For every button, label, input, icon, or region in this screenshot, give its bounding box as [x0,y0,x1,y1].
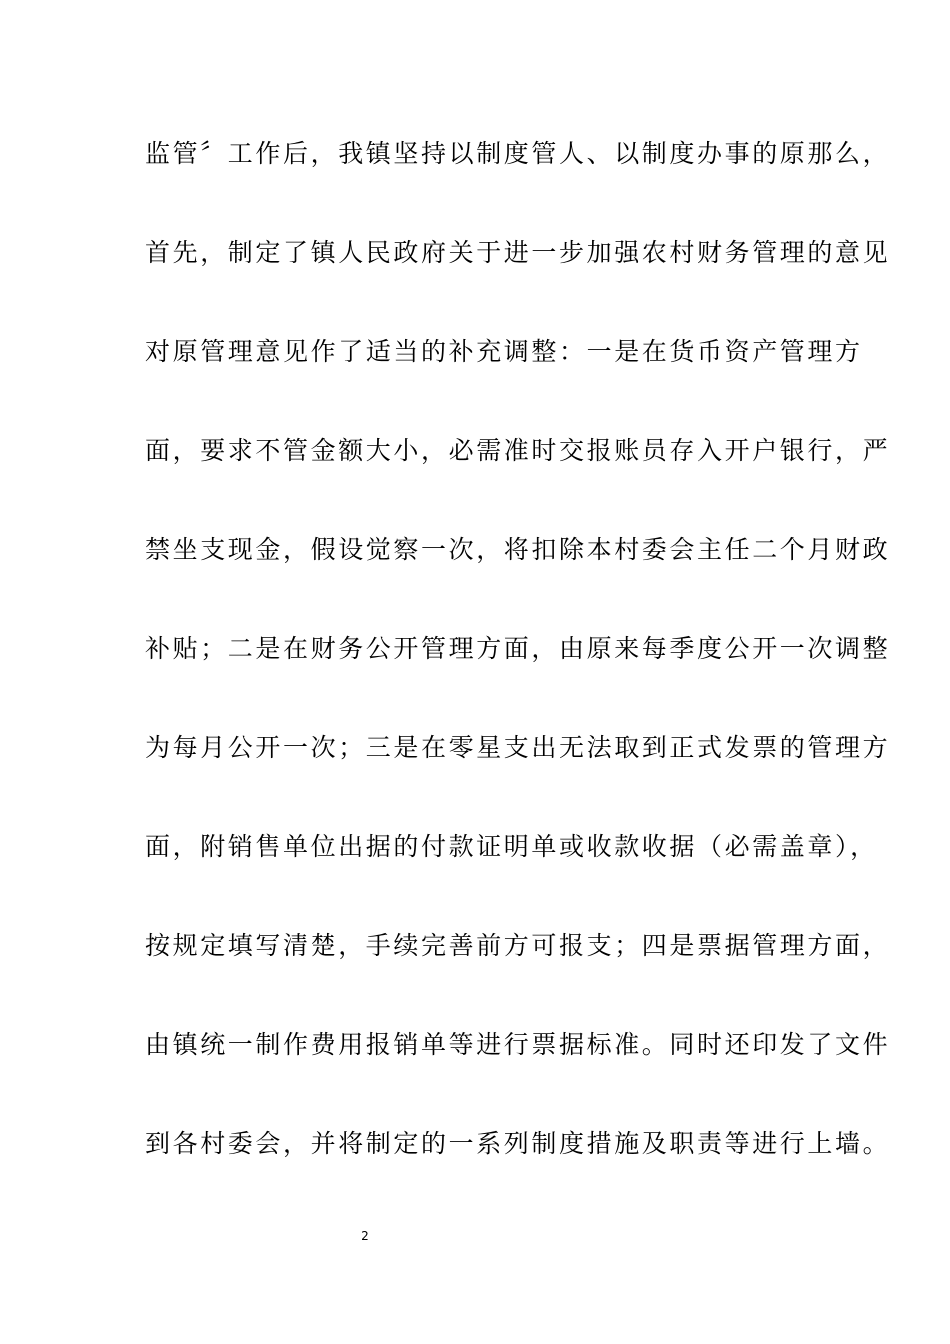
text-line: 监管〞工作后，我镇坚持以制度管人、以制度办事的原那么， [145,139,891,168]
text-line: 面，要求不管金额大小，必需准时交报账员存入开户银行，严 [145,436,891,465]
text-line: 按规定填写清楚，手续完善前方可报支；四是票据管理方面， [145,931,891,960]
page-number: 2 [361,1229,369,1243]
body-text [145,128,891,1217]
text-line: 对原管理意见作了适当的补充调整：一是在货币资产管理方 [145,337,863,366]
text-line: 为每月公开一次；三是在零星支出无法取到正式发票的管理方 [145,733,891,762]
text-line: 禁坐支现金，假设觉察一次，将扣除本村委会主任二个月财政 [145,535,891,564]
text-line: 补贴；二是在财务公开管理方面，由原来每季度公开一次调整 [145,634,891,663]
text-line: 面，附销售单位出据的付款证明单或收款收据（必需盖章）， [145,832,878,861]
text-line: 首先，制定了镇人民政府关于进一步加强农村财务管理的意见 [145,238,891,267]
text-line: 到各村委会，并将制定的一系列制度措施及职责等进行上墙。 [145,1129,891,1158]
text-line: 由镇统一制作费用报销单等进行票据标准。同时还印发了文件 [145,1030,891,1059]
